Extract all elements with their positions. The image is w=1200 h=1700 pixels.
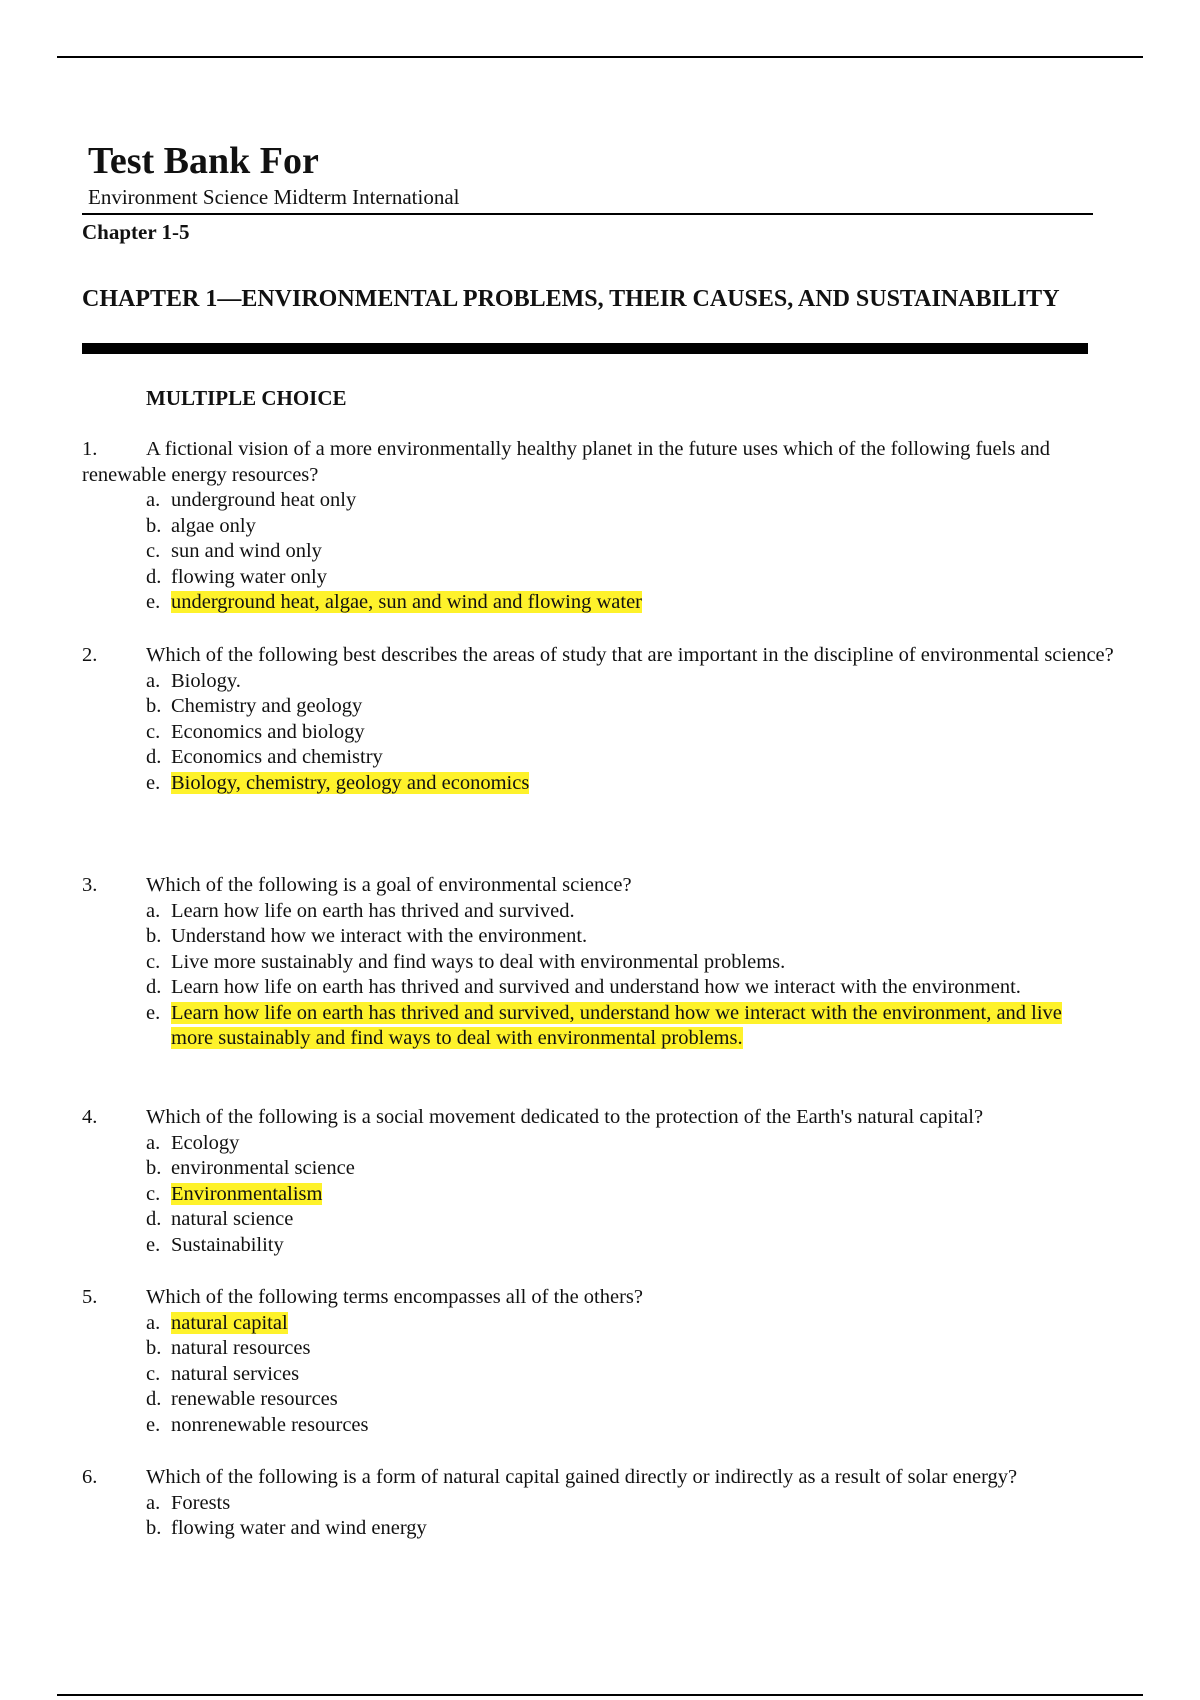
option-list [82, 1131, 1122, 1259]
option-b: b. algae only [146, 514, 256, 537]
question-number: 5. [82, 1286, 98, 1308]
section-label: MULTIPLE CHOICE [146, 386, 347, 410]
option-b: b. Chemistry and geology [146, 695, 363, 717]
title-divider [82, 213, 1093, 215]
question-number: 6. [82, 1466, 98, 1488]
question-6 [82, 1465, 1122, 1542]
question-stem [82, 437, 1122, 488]
question-number: 2. [82, 644, 98, 666]
option-e-answer: e. Biology, chemistry, geology and economics [146, 771, 530, 794]
option-list [82, 488, 1122, 616]
question-text: A fictional vision of a more environmentally healthy planet in the future uses which of the following fuels and renewable energy resources? [82, 438, 1051, 486]
option-list [82, 669, 1122, 797]
question-stem [82, 1105, 1122, 1131]
highlighted-answer: Environmentalism [171, 1182, 323, 1205]
question-3 [82, 873, 1122, 1052]
option-b: b. environmental science [146, 1157, 355, 1179]
question-number: 3. [82, 874, 98, 896]
option-a: a. Learn how life on earth has thrived and survived. [146, 899, 575, 922]
option-c: c. Live more sustainably and find ways to deal with environmental problems. [146, 950, 786, 973]
option-list [82, 899, 1122, 1052]
option-a: a. underground heat only [146, 489, 357, 511]
question-stem [82, 1285, 1122, 1311]
chapter-range: Chapter 1-5 [82, 220, 190, 244]
question-1 [82, 437, 1122, 616]
option-a: a. Forests [146, 1491, 231, 1514]
page-title: Test Bank For [88, 140, 319, 182]
option-list [82, 1491, 1122, 1542]
question-number: 4. [82, 1106, 98, 1128]
question-4 [82, 1105, 1122, 1258]
option-e-answer: e. underground heat, algae, sun and wind and flowing water [146, 591, 642, 613]
highlighted-answer: natural capital [171, 1311, 288, 1334]
option-a: a. Ecology [146, 1131, 240, 1154]
option-d: d. flowing water only [146, 565, 327, 588]
question-text: Which of the following best describes the areas of study that are important in the discipline of environmental science? [146, 644, 1114, 666]
page-subtitle: Environment Science Midterm International [88, 185, 460, 209]
question-text: Which of the following terms encompasses all of the others? [146, 1286, 643, 1308]
option-b: b. Understand how we interact with the environment. [146, 925, 588, 947]
highlighted-answer: Learn how life on earth has thrived and survived, understand how we interact with the environment, and live more sustainably and find ways to deal with environmental problems. [171, 1001, 1062, 1049]
option-c: c. Economics and biology [146, 720, 365, 743]
question-number: 1. [82, 438, 98, 460]
question-stem [82, 1465, 1122, 1491]
highlighted-answer: Biology, chemistry, geology and economics [171, 771, 530, 794]
option-e: e. nonrenewable resources [146, 1413, 369, 1436]
chapter-heading: CHAPTER 1—ENVIRONMENTAL PROBLEMS, THEIR CAUSES, AND SUSTAINABILITY [82, 286, 1060, 312]
question-text: Which of the following is a social movement dedicated to the protection of the Earth's natural capital? [146, 1106, 984, 1128]
option-d: d. Learn how life on earth has thrived and survived and understand how we interact with the environment. [146, 976, 1021, 998]
question-text: Which of the following is a form of natural capital gained directly or indirectly as a result of solar energy? [146, 1466, 1018, 1488]
question-stem [82, 643, 1122, 669]
question-text: Which of the following is a goal of environmental science? [146, 874, 632, 896]
option-d: d. renewable resources [146, 1388, 338, 1410]
option-c-answer: c. Environmentalism [146, 1182, 323, 1205]
option-c: c. sun and wind only [146, 540, 322, 562]
bottom-rule [57, 1694, 1143, 1696]
chapter-divider [82, 343, 1088, 354]
option-e: e. Sustainability [146, 1233, 284, 1256]
option-a-answer: a. natural capital [146, 1311, 288, 1334]
question-5 [82, 1285, 1122, 1438]
option-b: b. flowing water and wind energy [146, 1517, 427, 1539]
question-2 [82, 643, 1122, 796]
option-c: c. natural services [146, 1362, 300, 1385]
option-list [82, 1311, 1122, 1439]
option-d: d. natural science [146, 1208, 294, 1230]
top-rule [57, 56, 1143, 58]
option-d: d. Economics and chemistry [146, 746, 383, 768]
option-a: a. Biology. [146, 669, 241, 692]
option-e-answer: e. Learn how life on earth has thrived and survived, understand how we interact with the environment, and live more sustainably and find ways to deal with environmental problems. [146, 1001, 1062, 1049]
option-b: b. natural resources [146, 1337, 311, 1359]
highlighted-answer: underground heat, algae, sun and wind and flowing water [171, 591, 642, 613]
question-stem [82, 873, 1122, 899]
